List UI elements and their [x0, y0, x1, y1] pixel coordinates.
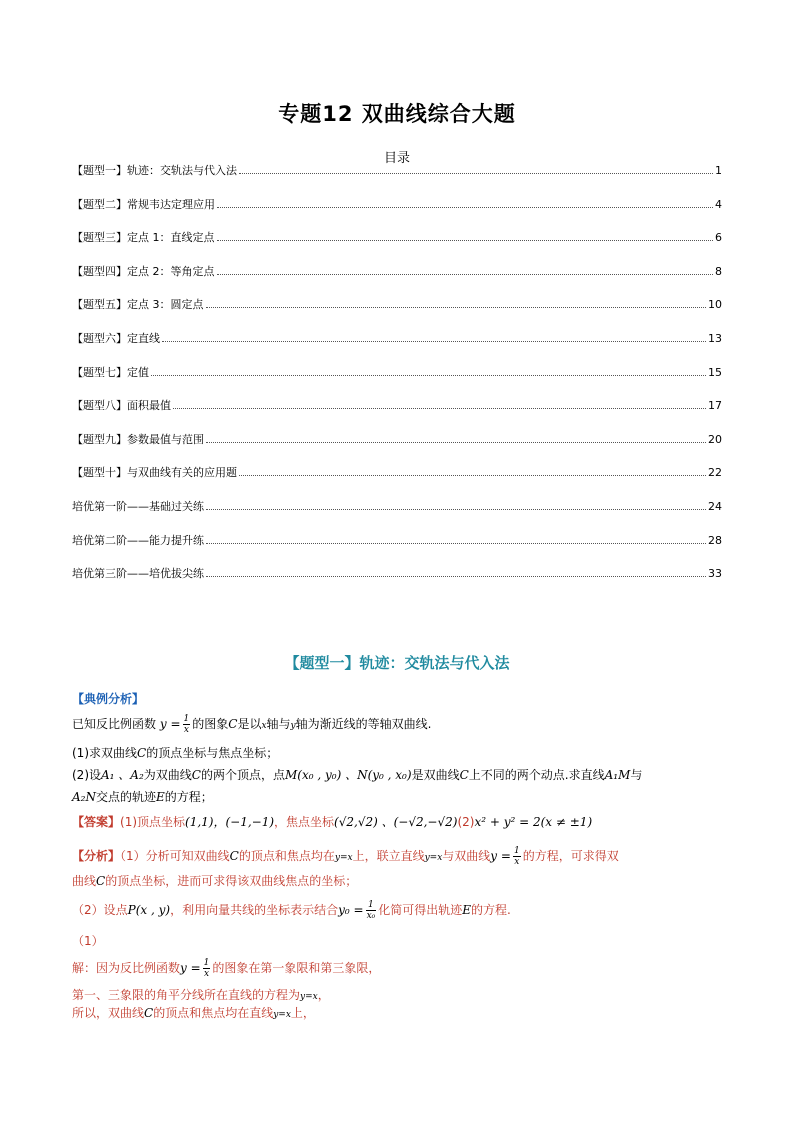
- math-expr: y₀ =: [338, 903, 364, 917]
- toc-leader-dots: [151, 374, 706, 376]
- math-expr: y: [290, 721, 296, 731]
- toc-entry-label: 【题型一】轨迹：交轨法与代入法: [72, 164, 237, 177]
- toc-entry-page: 4: [715, 197, 722, 211]
- math-expr: E: [156, 790, 165, 804]
- solution-text: 的顶点和焦点均在直线: [153, 1006, 274, 1020]
- math-expr: C: [137, 746, 147, 760]
- toc-entry-page: 6: [715, 231, 722, 245]
- toc-entry[interactable]: [72, 160, 722, 194]
- question-text: 上不同的两个动点.求直线: [468, 768, 605, 782]
- math-expr: x: [261, 721, 267, 731]
- toc-entry-label: 培优第三阶——培优拔尖练: [72, 567, 204, 581]
- question-text: 是双曲线: [411, 768, 460, 782]
- question-text: (2)设: [72, 768, 101, 782]
- question-text: 的顶点坐标与焦点坐标；: [146, 746, 279, 760]
- math-expr: 1: [366, 900, 377, 911]
- toc-leader-dots: [206, 306, 707, 308]
- answer-line: [72, 813, 592, 831]
- toc-entry-label: 【题型三】定点 1：直线定点: [72, 231, 215, 245]
- question-text: (1)求双曲线: [72, 746, 137, 760]
- toc-entry[interactable]: [72, 294, 722, 328]
- question-text: 已知反比例函数: [72, 717, 157, 731]
- question-part-2: [72, 766, 642, 784]
- math-expr: x: [204, 969, 210, 979]
- question-text: 是以: [237, 717, 262, 731]
- document-title: 专题12 双曲线综合大题: [278, 102, 516, 126]
- analysis-text: 的方程，可求得双: [522, 849, 619, 863]
- question-text: 轴为渐近线的等轴双曲线.: [295, 717, 432, 731]
- math-expr: 1: [203, 958, 210, 968]
- fraction-1-over-x0: [366, 900, 377, 921]
- solution-text: ，: [317, 988, 330, 1002]
- solution-text: 解：因为反比例函数: [72, 961, 181, 975]
- math-expr: C: [96, 874, 106, 888]
- question-text: 与: [630, 768, 643, 782]
- solution-line-2: [72, 986, 330, 1006]
- analysis-text: 的顶点坐标，进而可求得该双曲线焦点的坐标；: [105, 874, 358, 888]
- math-expr: y =: [490, 849, 511, 863]
- toc-entry-label: 【题型五】定点 3：圆定点: [72, 298, 204, 312]
- analysis-text: 的顶点和焦点均在: [238, 849, 335, 863]
- math-expr: C: [228, 717, 238, 731]
- math-expr: y=x: [273, 1010, 291, 1020]
- toc-entry-page: 33: [708, 567, 722, 581]
- toc-entry-label: 【题型六】定直线: [72, 331, 160, 345]
- question-text: 的图象: [192, 717, 229, 731]
- math-expr: 1: [513, 846, 520, 856]
- analysis-text: （1）分析可知双曲线: [120, 849, 230, 863]
- toc-entry-page: 8: [715, 264, 722, 278]
- toc-entry[interactable]: [72, 328, 722, 362]
- solution-text: 第一、三象限的角平分线所在直线的方程为: [72, 988, 301, 1002]
- question-text: 轴与: [266, 717, 291, 731]
- math-expr: M(x₀ , y₀) 、N(y₀ , x₀): [285, 768, 412, 782]
- math-expr: 1: [183, 714, 190, 724]
- toc-entry-label: 【题型四】定点 2：等角定点: [72, 264, 215, 278]
- math-expr: (√2,√2) 、(−√2,−√2): [334, 815, 458, 829]
- question-text: 交点的轨迹: [95, 790, 156, 804]
- math-expr: P(x , y): [127, 903, 171, 917]
- math-expr: y =: [180, 961, 201, 975]
- table-of-contents: [72, 160, 722, 597]
- analysis-text: （2）设点: [72, 903, 128, 917]
- math-expr: y=x: [300, 992, 318, 1002]
- example-tag: 【典例分析】: [72, 692, 145, 706]
- toc-leader-dots: [217, 239, 714, 241]
- math-expr: x: [183, 725, 189, 735]
- fraction-1-over-x: [513, 846, 521, 867]
- analysis-text: 上，联立直线: [352, 849, 425, 863]
- question-part-1: [72, 744, 278, 762]
- solution-part-number: （1）: [72, 934, 104, 948]
- answer-text: (1)顶点坐标: [120, 815, 186, 829]
- analysis-line-1: [72, 846, 619, 867]
- toc-entry-page: 10: [708, 298, 722, 312]
- toc-leader-dots: [162, 340, 706, 342]
- math-expr: y =: [159, 717, 181, 731]
- toc-leader-dots: [217, 273, 714, 275]
- toc-entry-page: 28: [708, 533, 722, 547]
- answer-text: ，焦点坐标: [274, 815, 335, 829]
- math-expr: C: [144, 1006, 154, 1020]
- math-expr: C: [191, 768, 201, 782]
- toc-leader-dots: [206, 542, 706, 544]
- toc-entry-label: 培优第二阶——能力提升练: [72, 533, 204, 547]
- toc-entry-page: 20: [708, 432, 722, 446]
- solution-text: 的图象在第一象限和第三象限，: [212, 961, 381, 975]
- question-part-2-cont: [72, 788, 213, 806]
- toc-entry-page: 24: [708, 499, 722, 513]
- toc-entry[interactable]: [72, 261, 722, 295]
- toc-leader-dots: [173, 407, 706, 409]
- analysis-line-2: [72, 872, 357, 890]
- toc-entry-page: 17: [708, 399, 722, 413]
- toc-entry-page: 15: [708, 365, 722, 379]
- toc-entry[interactable]: [72, 194, 722, 228]
- solution-text: 上，: [290, 1006, 315, 1020]
- math-expr: x: [514, 857, 520, 867]
- analysis-line-3: [72, 900, 511, 921]
- solution-text: 所以，双曲线: [72, 1006, 145, 1020]
- toc-heading: 目录: [383, 151, 410, 166]
- math-expr: C: [459, 768, 469, 782]
- math-expr: (1,1)，(−1,−1): [185, 815, 275, 829]
- analysis-text: 与双曲线: [442, 849, 491, 863]
- toc-entry-page: 13: [708, 331, 722, 345]
- toc-entry-label: 【题型十】与双曲线有关的应用题: [72, 466, 237, 480]
- toc-entry-label: 培优第一阶——基础过关练: [72, 499, 204, 513]
- math-expr: A₁M: [604, 768, 631, 782]
- analysis-text: 的方程.: [471, 903, 511, 917]
- toc-entry[interactable]: [72, 563, 722, 597]
- toc-entry[interactable]: [72, 496, 722, 530]
- answer-text: (2): [457, 815, 475, 829]
- toc-entry-label: 【题型八】面积最值: [72, 399, 171, 413]
- analysis-text: 曲线: [72, 874, 97, 888]
- math-expr: x² + y² = 2(x ≠ ±1): [474, 815, 593, 829]
- toc-entry[interactable]: [72, 462, 722, 496]
- question-text: 为双曲线: [143, 768, 192, 782]
- analysis-tag: 【分析】: [72, 849, 121, 863]
- toc-entry[interactable]: [72, 362, 722, 396]
- math-expr: A₂N: [72, 790, 96, 804]
- math-expr: y=x: [334, 853, 353, 863]
- toc-entry[interactable]: [72, 429, 722, 463]
- math-expr: E: [462, 903, 472, 917]
- math-expr: y=x: [424, 853, 443, 863]
- toc-entry[interactable]: [72, 395, 722, 429]
- math-expr: C: [229, 849, 239, 863]
- toc-leader-dots: [206, 575, 706, 577]
- analysis-text: 化简可得出轨迹: [378, 903, 463, 917]
- toc-entry[interactable]: [72, 227, 722, 261]
- question-intro: [72, 714, 431, 735]
- toc-entry-label: 【题型九】参数最值与范围: [72, 432, 204, 446]
- question-text: 的方程；: [164, 790, 213, 804]
- analysis-text: ，利用向量共线的坐标表示结合: [170, 903, 339, 917]
- toc-entry-page: 1: [715, 164, 722, 177]
- fraction-1-over-x: [183, 714, 191, 735]
- toc-leader-dots: [239, 474, 706, 476]
- toc-entry[interactable]: [72, 530, 722, 564]
- question-text: 的两个顶点，点: [200, 768, 285, 782]
- toc-entry-label: 【题型二】常规韦达定理应用: [72, 197, 215, 211]
- answer-tag: 【答案】: [72, 815, 121, 829]
- fraction-1-over-x: [203, 958, 211, 979]
- toc-leader-dots: [206, 508, 706, 510]
- toc-entry-page: 22: [708, 466, 722, 480]
- toc-leader-dots: [206, 441, 706, 443]
- toc-entry-label: 【题型七】定值: [72, 365, 149, 379]
- toc-leader-dots: [239, 172, 713, 174]
- math-expr: x₀: [366, 911, 376, 921]
- solution-line-1: [72, 958, 380, 979]
- section-heading: 【题型一】轨迹：交轨法与代入法: [284, 654, 510, 672]
- solution-line-3: [72, 1004, 315, 1024]
- math-expr: A₁ 、A₂: [101, 768, 144, 782]
- toc-leader-dots: [217, 206, 713, 208]
